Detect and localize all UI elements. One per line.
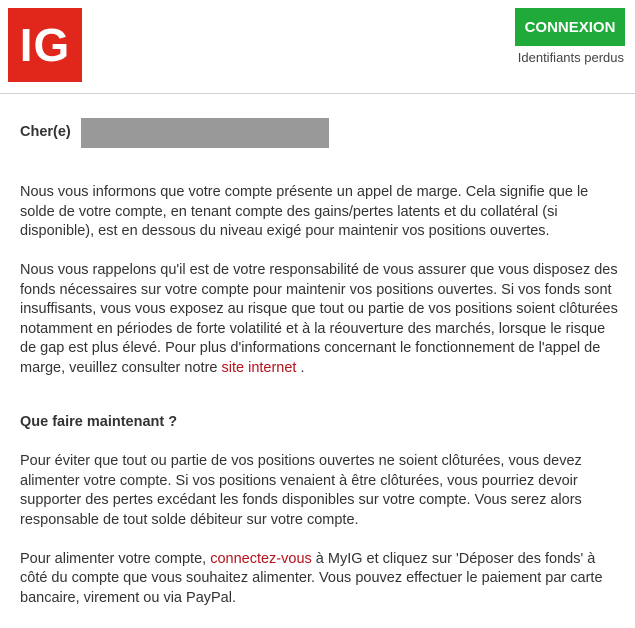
logo-text: IG <box>19 19 71 71</box>
section-heading: Que faire maintenant ? <box>20 414 178 430</box>
website-link[interactable]: site internet <box>221 359 297 376</box>
email-header <box>0 0 635 94</box>
paragraph-text-end: à MyIG et cliquez sur 'Déposer des fonds' à côté du compte que vous souhaitez alimenter. Vous pouvez effectuer le paiement par carte bancaire, virement ou via PayPal. <box>20 550 603 606</box>
paragraph-text: Nous vous rappelons qu'il est de votre responsabilité de vous assurer que vous disposez des fonds nécessaires sur votre compte pour maintenir vos positions ouvertes. Si vos fonds sont insuffisants, vous vous exposez au risque que tout ou partie de vos positions soient clôturées notamment en périodes de forte volatilité et à la réouverture des marchés, lorsque le risque de gap est plus élevé. Pour plus d'informations concernant le fonctionnement de l'appel de marge, veuillez consulter notre <box>20 262 618 376</box>
paragraph-fund-account <box>20 550 620 609</box>
greeting <box>20 118 620 148</box>
paragraph-what-to-do: Pour éviter que tout ou partie de vos positions ouvertes ne soient clôturées, vous devez alimenter votre compte. Si vos positions venaient à être clôturées, vous pourriez devoir supporter des pertes excédant les fonds disponibles sur votre compte. Vous serez alors responsable de tout solde débiteur sur votre compte. <box>20 453 582 528</box>
paragraph-text-end: . <box>296 359 305 376</box>
paragraph-responsibility <box>20 261 620 378</box>
redacted-name <box>81 118 329 148</box>
email-body <box>20 118 620 628</box>
paragraph-margin-call: Nous vous informons que votre compte présente un appel de marge. Cela signifie que le solde de votre compte, en tenant compte des gains/pertes latents et du collatéral (si disponible), est en dessous du niveau exigé pour maintenir vos positions ouvertes. <box>20 184 589 239</box>
lost-credentials-link[interactable]: Identifiants perdus <box>517 50 624 65</box>
greeting-label: Cher(e) <box>20 124 71 141</box>
login-button[interactable]: CONNEXION <box>515 8 625 46</box>
paragraph-text: Pour alimenter votre compte, <box>20 550 211 567</box>
login-link[interactable]: connectez-vous <box>210 550 312 567</box>
ig-logo[interactable] <box>8 8 82 82</box>
